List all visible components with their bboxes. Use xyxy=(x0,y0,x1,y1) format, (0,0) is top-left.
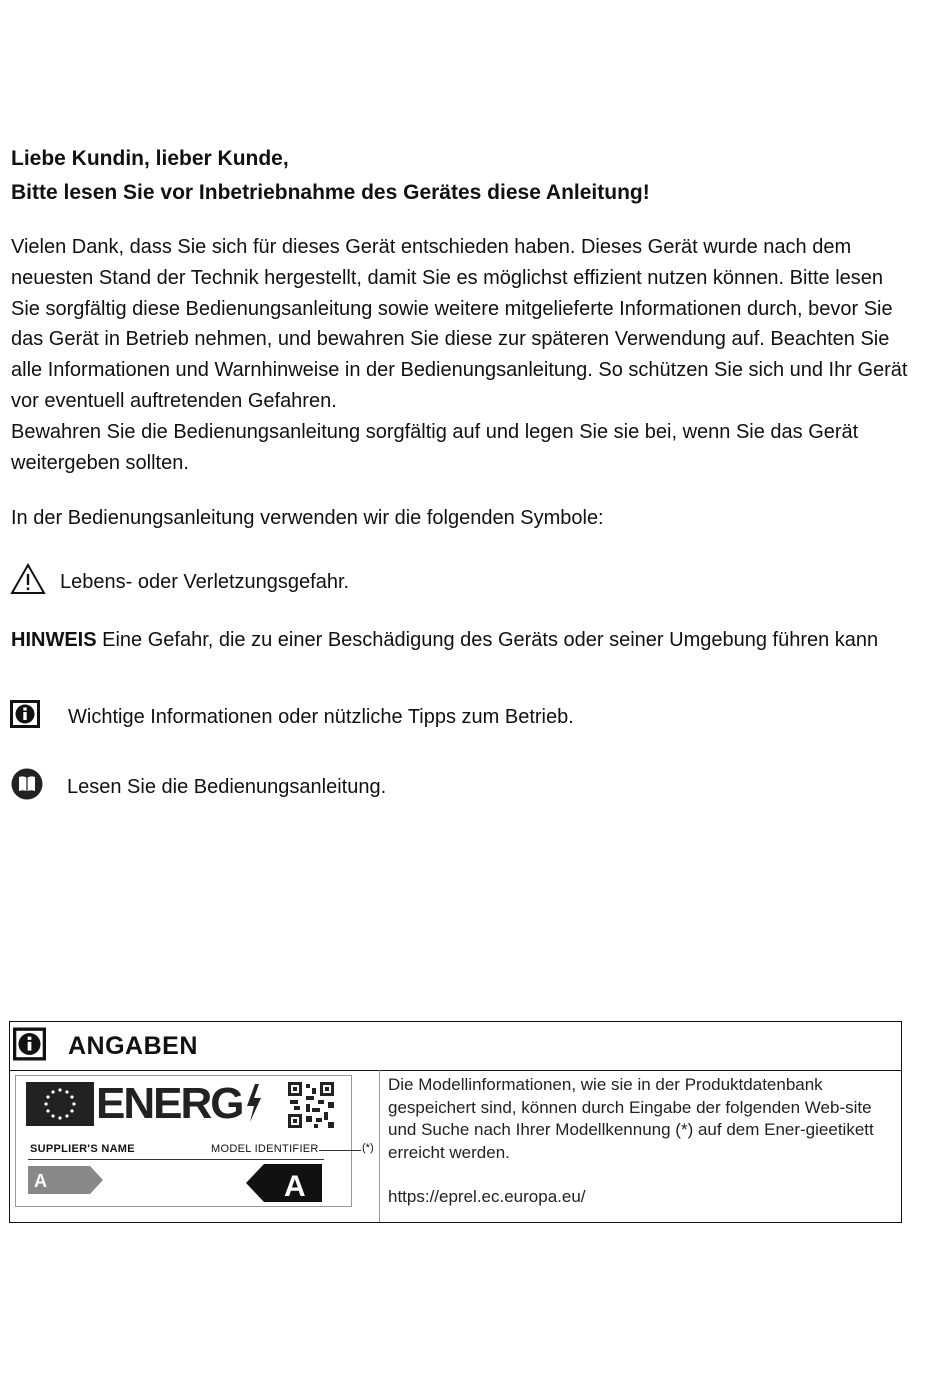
hinweis-line xyxy=(11,629,878,652)
asterisk-note: (*) xyxy=(362,1142,374,1154)
qr-code-icon xyxy=(288,1082,334,1128)
energy-label-logo-text: ENERG xyxy=(96,1079,243,1128)
angaben-description xyxy=(388,1074,888,1209)
greeting-line-2: Bitte lesen Sie vor Inbetriebnahme des Gerätes diese Anleitung! xyxy=(11,181,650,204)
manual-book-icon xyxy=(10,767,44,807)
energy-label-logo xyxy=(96,1080,263,1134)
eu-flag-icon xyxy=(26,1082,94,1126)
symbol-warning-row xyxy=(10,563,349,601)
angaben-description-text: Die Modellinformationen, wie sie in der Produktdatenbank gespeichert sind, können durch Eingabe der folgenden Web-site und Suche nach Ihrer Modellkennung (*) auf dem Ener-gieetikett erreicht werden. xyxy=(388,1075,874,1162)
intro-paragraph-2: Bewahren Sie die Bedienungsanleitung sorgfältig auf und legen Sie sie bei, wenn Sie das Gerät weitergeben sollten. xyxy=(11,420,859,474)
greeting-line-1: Liebe Kundin, lieber Kunde, xyxy=(11,147,289,170)
hinweis-label: HINWEIS xyxy=(11,629,97,651)
energy-class-indicator-arrow xyxy=(246,1164,324,1207)
angaben-title: ANGABEN xyxy=(68,1031,198,1060)
angaben-column-divider xyxy=(379,1070,380,1222)
symbol-manual-text: Lesen Sie die Bedienungsanleitung. xyxy=(67,775,387,798)
greeting xyxy=(11,142,911,210)
energy-label xyxy=(15,1075,374,1207)
hinweis-text: Eine Gefahr, die zu einer Beschädigung des Geräts oder seiner Umgebung führen kann xyxy=(96,629,879,651)
symbol-info-row xyxy=(10,700,574,734)
symbols-intro: In der Bedienungsanleitung verwenden wir die folgenden Symbole: xyxy=(11,507,604,529)
intro-paragraph-1: Vielen Dank, dass Sie sich für dieses Gerät entschieden haben. Dieses Gerät wurde nach dem neuesten Stand der Technik hergestellt, damit Sie es möglichst effizient nutzen können. Bitte lesen Sie sorgfältig diese Bedienungsanleitung sowie weitere mitgelieferte Informationen durch, bevor Sie das Gerät in Betrieb nehmen, und bewahren Sie diese zur späteren Verwendung auf. Beachten Sie alle Informationen und Warnhinweise in der Bedienungsanleitung. So schützen Sie sich und Ihr Gerät vor eventuell auftretenden Gefahren. xyxy=(11,236,908,412)
angaben-box xyxy=(9,1021,902,1223)
energy-class-scale-arrow xyxy=(28,1166,104,1199)
eprel-url: https://eprel.ec.europa.eu/ xyxy=(388,1187,586,1206)
model-identifier-label: MODEL IDENTIFIER xyxy=(211,1143,319,1155)
energy-class-small-text: A xyxy=(34,1171,47,1191)
info-icon xyxy=(13,1027,46,1066)
warning-triangle-icon xyxy=(10,563,46,601)
symbol-info-text: Wichtige Informationen oder nützliche Tipps zum Betrieb. xyxy=(68,705,574,728)
pointer-line xyxy=(319,1150,361,1151)
angaben-header xyxy=(10,1022,901,1071)
symbol-warning-text: Lebens- oder Verletzungsgefahr. xyxy=(60,570,350,593)
symbol-manual-row xyxy=(10,767,386,807)
intro-text xyxy=(11,232,911,478)
supplier-name-label: SUPPLIER'S NAME xyxy=(30,1143,135,1155)
info-icon xyxy=(10,700,40,734)
label-divider xyxy=(28,1159,324,1160)
lightning-icon xyxy=(245,1080,263,1134)
energy-class-big-text: A xyxy=(284,1170,306,1202)
